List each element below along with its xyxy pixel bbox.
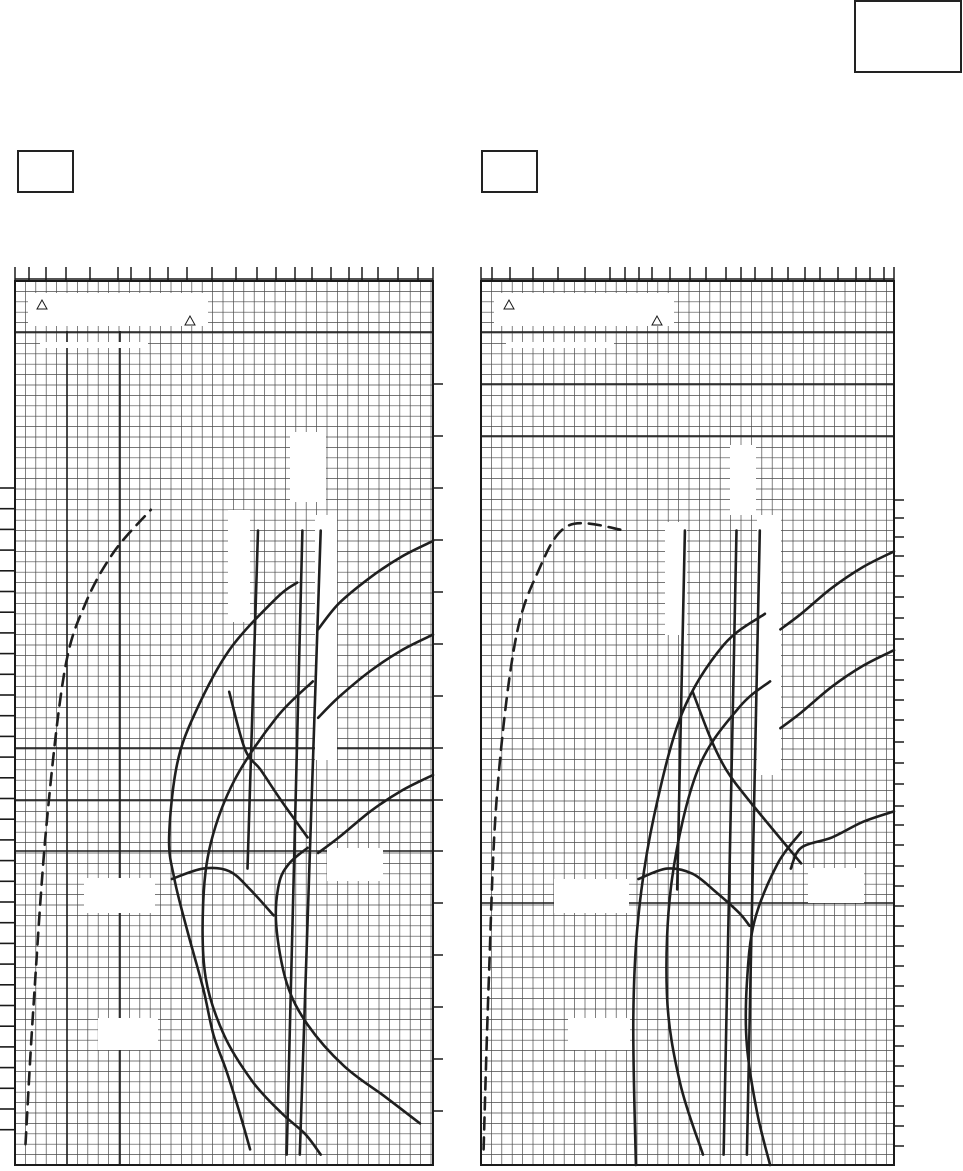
label-box: [568, 1018, 630, 1050]
label-box: [290, 432, 326, 502]
plot-background: [481, 281, 894, 1165]
label-box: [554, 879, 629, 913]
label-box: [228, 510, 250, 622]
label-box: [327, 848, 383, 881]
label-box: [808, 868, 864, 903]
legend-box: [494, 293, 674, 326]
right-chart-panel: [481, 267, 904, 1165]
label-box: [98, 1018, 158, 1050]
legend-box: [28, 293, 208, 326]
label-box: [730, 445, 756, 515]
left-chart-panel: [0, 267, 443, 1165]
label-box: [84, 878, 155, 913]
